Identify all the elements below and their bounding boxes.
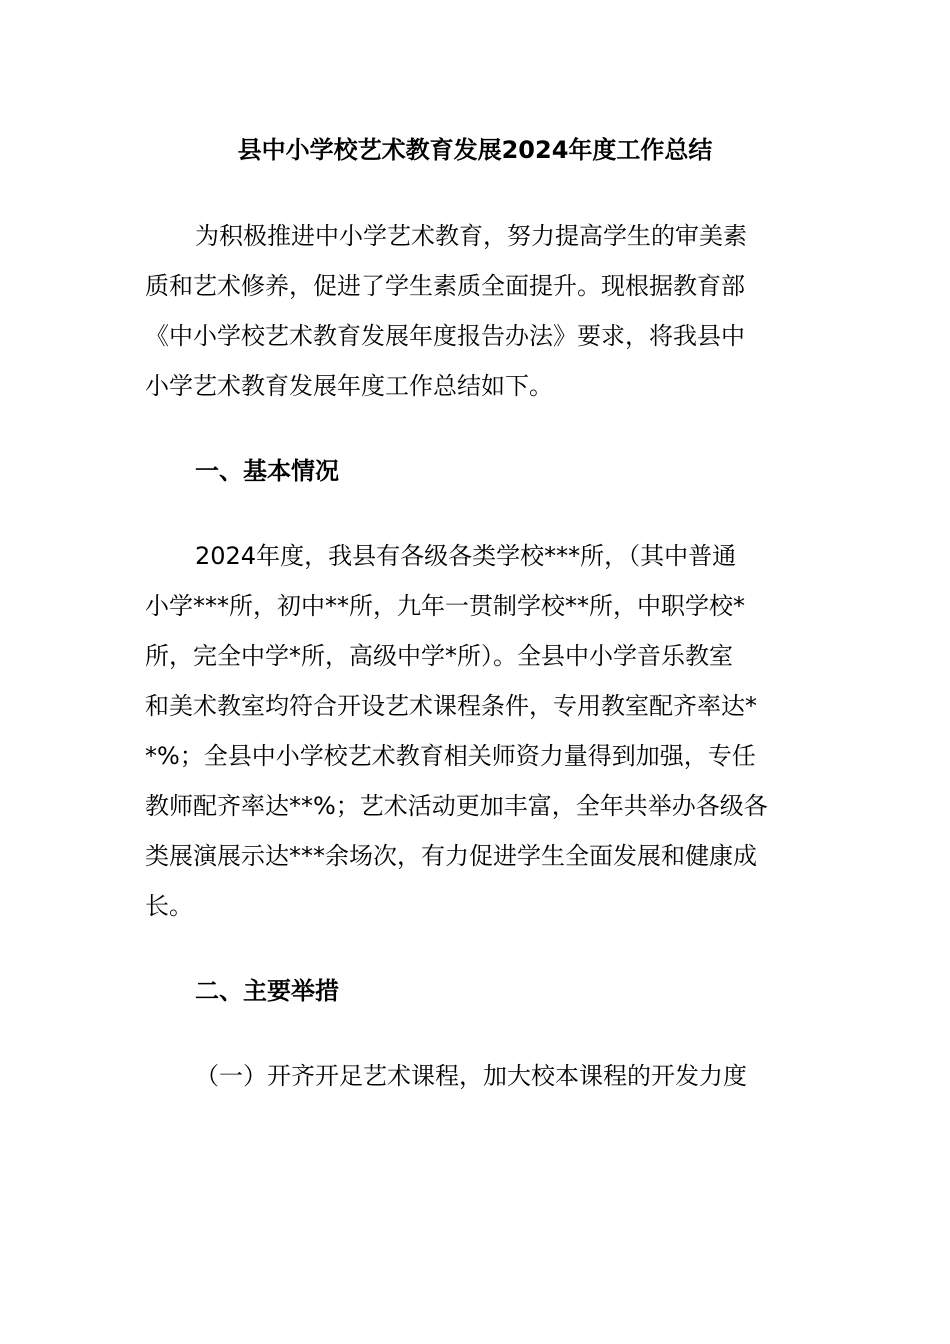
- section1-line-5: *%；全县中小学校艺术教育相关师资力量得到加强，专任: [145, 742, 756, 770]
- section1-line-3: 所，完全中学*所，高级中学*所）。全县中小学音乐教室: [145, 642, 733, 670]
- document-title: 县中小学校艺术教育发展2024年度工作总结: [237, 136, 713, 164]
- intro-line-2: 质和艺术修养，促进了学生素质全面提升。现根据教育部: [145, 272, 745, 300]
- intro-line-4: 小学艺术教育发展年度工作总结如下。: [145, 372, 553, 400]
- section1-line-4: 和美术教室均符合开设艺术课程条件，专用教室配齐率达*: [145, 692, 757, 720]
- section1-line-2: 小学***所，初中**所，九年一贯制学校**所，中职学校*: [145, 592, 745, 620]
- intro-line-1: 为积极推进中小学艺术教育，努力提高学生的审美素: [195, 222, 747, 250]
- section1-line-6: 教师配齐率达**%；艺术活动更加丰富，全年共举办各级各: [145, 792, 768, 820]
- section-heading-main-measures: 二、主要举措: [195, 977, 339, 1005]
- subsection-heading-art-courses: （一）开齐开足艺术课程，加大校本课程的开发力度: [195, 1062, 747, 1090]
- section1-line-8: 长。: [145, 892, 193, 920]
- section1-line-7: 类展演展示达***余场次，有力促进学生全面发展和健康成: [145, 842, 757, 870]
- intro-line-3: 《中小学校艺术教育发展年度报告办法》要求，将我县中: [145, 322, 745, 350]
- section1-line-1: 2024年度，我县有各级各类学校***所，（其中普通: [195, 542, 737, 570]
- section-heading-basic-situation: 一、基本情况: [195, 457, 339, 485]
